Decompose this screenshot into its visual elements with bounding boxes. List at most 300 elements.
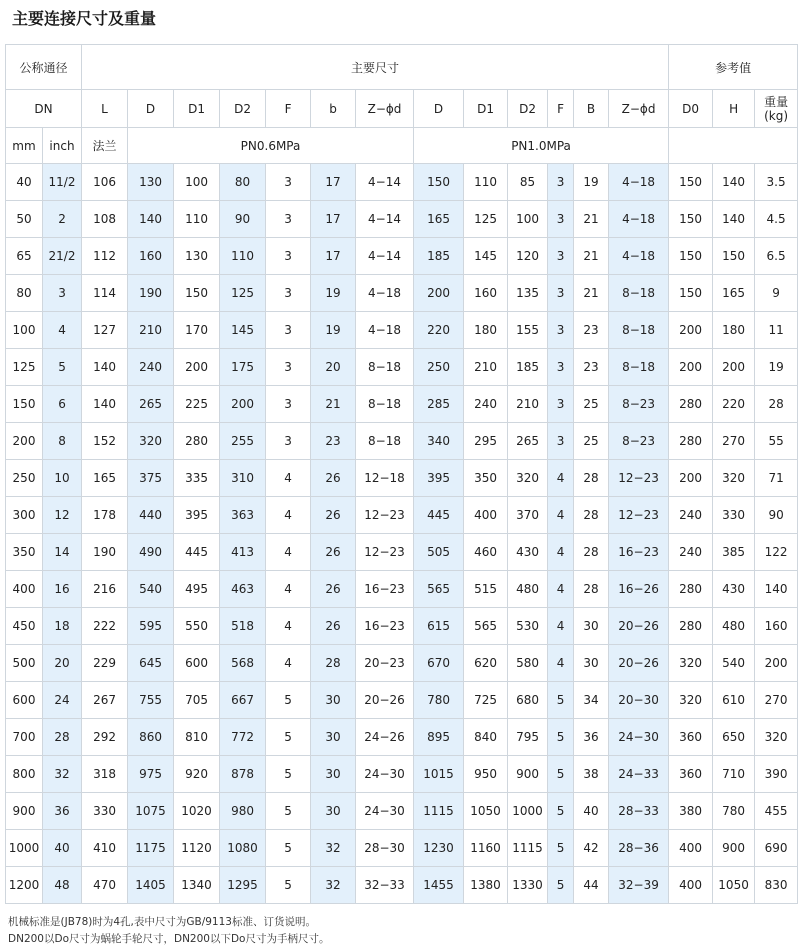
table-row (6, 386, 798, 423)
header-col: D (414, 90, 464, 128)
table-cell: 1075 (128, 793, 174, 830)
table-cell: 120 (508, 238, 548, 275)
table-cell: 30 (311, 719, 356, 756)
table-cell: 4−18 (356, 312, 414, 349)
table-row (6, 423, 798, 460)
table-cell: 580 (508, 645, 548, 682)
header-inch: inch (43, 128, 82, 164)
table-cell: 620 (464, 645, 508, 682)
table-cell: 32−33 (356, 867, 414, 904)
table-cell: 460 (464, 534, 508, 571)
table-cell: 21/2 (43, 238, 82, 275)
table-cell: 900 (713, 830, 755, 867)
table-cell: 106 (82, 164, 128, 201)
table-cell: 840 (464, 719, 508, 756)
table-cell: 140 (713, 201, 755, 238)
table-cell: 32 (43, 756, 82, 793)
table-cell: 340 (414, 423, 464, 460)
header-weight: 重量 (kg) (755, 90, 798, 128)
table-cell: 5 (548, 719, 574, 756)
table-cell: 30 (574, 608, 609, 645)
table-cell: 5 (548, 756, 574, 793)
table-cell: 270 (755, 682, 798, 719)
table-cell: 28 (43, 719, 82, 756)
table-cell: 440 (128, 497, 174, 534)
table-cell: 445 (174, 534, 220, 571)
table-cell: 100 (508, 201, 548, 238)
table-cell: 145 (464, 238, 508, 275)
table-cell: 395 (414, 460, 464, 497)
table-cell: 5 (266, 719, 311, 756)
table-cell: 360 (669, 756, 713, 793)
table-row (6, 682, 798, 719)
table-cell: 280 (669, 423, 713, 460)
table-cell: 320 (713, 460, 755, 497)
table-cell: 1115 (414, 793, 464, 830)
table-cell: 265 (508, 423, 548, 460)
table-cell: 480 (713, 608, 755, 645)
table-cell: 380 (669, 793, 713, 830)
table-cell: 90 (755, 497, 798, 534)
header-col: D1 (174, 90, 220, 128)
table-cell: 1080 (220, 830, 266, 867)
table-cell: 4 (548, 645, 574, 682)
table-row (6, 534, 798, 571)
table-cell: 295 (464, 423, 508, 460)
table-cell: 220 (713, 386, 755, 423)
header-pn10: PN1.0MPa (414, 128, 669, 164)
table-row (6, 645, 798, 682)
table-cell: 32 (311, 867, 356, 904)
table-cell: 140 (82, 349, 128, 386)
table-cell: 455 (755, 793, 798, 830)
table-cell: 150 (414, 164, 464, 201)
table-cell: 500 (6, 645, 43, 682)
table-cell: 300 (6, 497, 43, 534)
table-cell: 28 (574, 571, 609, 608)
table-cell: 34 (574, 682, 609, 719)
header-dn: DN (6, 90, 82, 128)
table-cell: 600 (174, 645, 220, 682)
table-cell: 16−26 (609, 571, 669, 608)
table-cell: 463 (220, 571, 266, 608)
table-cell: 4 (266, 571, 311, 608)
table-cell: 127 (82, 312, 128, 349)
table-cell: 180 (713, 312, 755, 349)
table-cell: 225 (174, 386, 220, 423)
table-cell: 17 (311, 164, 356, 201)
table-cell: 122 (755, 534, 798, 571)
table-cell: 680 (508, 682, 548, 719)
table-cell: 565 (464, 608, 508, 645)
table-cell: 1200 (6, 867, 43, 904)
table-cell: 12−23 (356, 534, 414, 571)
table-cell: 8 (43, 423, 82, 460)
table-cell: 28 (574, 497, 609, 534)
table-cell: 780 (713, 793, 755, 830)
table-cell: 130 (128, 164, 174, 201)
header-col: Z−ϕd (609, 90, 669, 128)
table-cell: 310 (220, 460, 266, 497)
table-cell: 267 (82, 682, 128, 719)
table-cell: 725 (464, 682, 508, 719)
table-cell: 19 (574, 164, 609, 201)
header-reference-values: 参考值 (669, 45, 798, 90)
table-cell: 800 (6, 756, 43, 793)
table-cell: 24−30 (609, 719, 669, 756)
table-cell: 1115 (508, 830, 548, 867)
header-col: D2 (220, 90, 266, 128)
table-row (6, 608, 798, 645)
table-cell: 285 (414, 386, 464, 423)
table-cell: 1050 (464, 793, 508, 830)
table-cell: 216 (82, 571, 128, 608)
table-cell: 200 (755, 645, 798, 682)
table-cell: 670 (414, 645, 464, 682)
table-row (6, 164, 798, 201)
table-cell: 12−23 (609, 460, 669, 497)
table-cell: 175 (220, 349, 266, 386)
table-cell: 90 (220, 201, 266, 238)
table-cell: 21 (574, 238, 609, 275)
table-row (6, 349, 798, 386)
table-cell: 1405 (128, 867, 174, 904)
table-cell: 8−18 (609, 312, 669, 349)
table-cell: 16 (43, 571, 82, 608)
table-cell: 950 (464, 756, 508, 793)
table-cell: 165 (713, 275, 755, 312)
table-cell: 28 (574, 460, 609, 497)
header-col: D0 (669, 90, 713, 128)
table-cell: 210 (508, 386, 548, 423)
table-cell: 430 (713, 571, 755, 608)
table-cell: 140 (128, 201, 174, 238)
table-row (6, 312, 798, 349)
table-cell: 400 (669, 830, 713, 867)
table-cell: 16−23 (609, 534, 669, 571)
table-cell: 700 (6, 719, 43, 756)
table-cell: 20−26 (609, 608, 669, 645)
table-cell: 565 (414, 571, 464, 608)
table-cell: 210 (464, 349, 508, 386)
table-cell: 530 (508, 608, 548, 645)
table-cell: 363 (220, 497, 266, 534)
table-cell: 50 (6, 201, 43, 238)
table-cell: 24−33 (609, 756, 669, 793)
table-cell: 125 (464, 201, 508, 238)
table-cell: 110 (174, 201, 220, 238)
table-cell: 430 (508, 534, 548, 571)
table-cell: 518 (220, 608, 266, 645)
table-cell: 1295 (220, 867, 266, 904)
header-mm: mm (6, 128, 43, 164)
table-cell: 26 (311, 497, 356, 534)
table-cell: 280 (669, 608, 713, 645)
table-cell: 21 (311, 386, 356, 423)
table-row (6, 719, 798, 756)
table-cell: 3 (266, 201, 311, 238)
table-cell: 30 (311, 756, 356, 793)
table-cell: 250 (6, 460, 43, 497)
table-cell: 30 (311, 682, 356, 719)
table-cell: 185 (508, 349, 548, 386)
table-cell: 830 (755, 867, 798, 904)
header-col: D (128, 90, 174, 128)
table-cell: 8−23 (609, 423, 669, 460)
table-cell: 480 (508, 571, 548, 608)
page-title: 主要连接尺寸及重量 (12, 9, 157, 28)
table-cell: 200 (713, 349, 755, 386)
table-cell: 32−39 (609, 867, 669, 904)
table-cell: 4 (43, 312, 82, 349)
table-cell: 180 (464, 312, 508, 349)
table-cell: 3 (266, 386, 311, 423)
table-cell: 38 (574, 756, 609, 793)
table-cell: 85 (508, 164, 548, 201)
table-cell: 28 (311, 645, 356, 682)
table-cell: 5 (266, 682, 311, 719)
table-cell: 140 (82, 386, 128, 423)
table-cell: 250 (414, 349, 464, 386)
table-cell: 3 (266, 312, 311, 349)
table-cell: 26 (311, 534, 356, 571)
table-cell: 145 (220, 312, 266, 349)
table-cell: 160 (464, 275, 508, 312)
table-cell: 4 (548, 608, 574, 645)
table-cell: 19 (311, 312, 356, 349)
header-flange: 法兰 (82, 128, 128, 164)
table-cell: 110 (464, 164, 508, 201)
table-cell: 65 (6, 238, 43, 275)
table-cell: 350 (464, 460, 508, 497)
table-cell: 410 (82, 830, 128, 867)
table-cell: 705 (174, 682, 220, 719)
table-cell: 160 (128, 238, 174, 275)
table-cell: 780 (414, 682, 464, 719)
table-cell: 280 (174, 423, 220, 460)
table-cell: 17 (311, 201, 356, 238)
table-cell: 1330 (508, 867, 548, 904)
table-cell: 200 (669, 460, 713, 497)
table-cell: 20 (311, 349, 356, 386)
table-cell: 8−18 (609, 275, 669, 312)
table-cell: 1015 (414, 756, 464, 793)
header-pn06: PN0.6MPa (128, 128, 414, 164)
header-col: L (82, 90, 128, 128)
table-cell: 240 (464, 386, 508, 423)
table-cell: 200 (174, 349, 220, 386)
table-cell: 3 (548, 164, 574, 201)
table-cell: 8−18 (609, 349, 669, 386)
table-cell: 4 (548, 571, 574, 608)
table-cell: 100 (174, 164, 220, 201)
header-col: F (266, 90, 311, 128)
table-cell: 645 (128, 645, 174, 682)
table-cell: 160 (755, 608, 798, 645)
table-cell: 320 (508, 460, 548, 497)
table-cell: 4−18 (609, 164, 669, 201)
table-cell: 19 (755, 349, 798, 386)
table-cell: 667 (220, 682, 266, 719)
table-cell: 515 (464, 571, 508, 608)
footnote-2: DN200以Do尺寸为蜗轮手轮尺寸，DN200以下Do尺寸为手柄尺寸。 (8, 933, 330, 945)
table-cell: 16−23 (356, 608, 414, 645)
table-cell: 17 (311, 238, 356, 275)
table-cell: 3 (43, 275, 82, 312)
table-cell: 772 (220, 719, 266, 756)
table-cell: 360 (669, 719, 713, 756)
table-cell: 3 (548, 349, 574, 386)
table-cell: 19 (311, 275, 356, 312)
table-cell: 25 (574, 386, 609, 423)
table-cell: 4 (266, 608, 311, 645)
table-cell: 12−18 (356, 460, 414, 497)
table-cell: 4 (266, 534, 311, 571)
table-row (6, 867, 798, 904)
table-cell: 240 (669, 497, 713, 534)
table-cell: 3 (548, 386, 574, 423)
table-cell: 505 (414, 534, 464, 571)
table-cell: 255 (220, 423, 266, 460)
table-cell: 540 (128, 571, 174, 608)
table-row (6, 497, 798, 534)
table-cell: 1380 (464, 867, 508, 904)
table-cell: 152 (82, 423, 128, 460)
table-cell: 178 (82, 497, 128, 534)
table-cell: 222 (82, 608, 128, 645)
table-cell: 1160 (464, 830, 508, 867)
table-cell: 265 (128, 386, 174, 423)
table-cell: 12−23 (356, 497, 414, 534)
table-cell: 42 (574, 830, 609, 867)
table-cell: 900 (508, 756, 548, 793)
table-cell: 4−18 (356, 275, 414, 312)
table-cell: 170 (174, 312, 220, 349)
table-cell: 32 (311, 830, 356, 867)
table-cell: 320 (669, 645, 713, 682)
table-cell: 292 (82, 719, 128, 756)
table-cell: 150 (713, 238, 755, 275)
table-cell: 495 (174, 571, 220, 608)
table-cell: 155 (508, 312, 548, 349)
table-cell: 1340 (174, 867, 220, 904)
table-cell: 450 (6, 608, 43, 645)
table-cell: 490 (128, 534, 174, 571)
table-cell: 610 (713, 682, 755, 719)
table-cell: 320 (669, 682, 713, 719)
table-cell: 400 (669, 867, 713, 904)
table-cell: 320 (755, 719, 798, 756)
table-cell: 3 (548, 238, 574, 275)
table-cell: 3 (266, 164, 311, 201)
header-col: b (311, 90, 356, 128)
table-cell: 150 (669, 201, 713, 238)
table-cell: 3.5 (755, 164, 798, 201)
table-cell: 24−26 (356, 719, 414, 756)
header-nominal-diameter: 公称通径 (6, 45, 82, 90)
table-cell: 14 (43, 534, 82, 571)
table-cell: 190 (128, 275, 174, 312)
table-cell: 150 (669, 275, 713, 312)
table-row (6, 756, 798, 793)
table-cell: 4.5 (755, 201, 798, 238)
table-row (6, 571, 798, 608)
table-cell: 3 (548, 201, 574, 238)
table-cell: 1455 (414, 867, 464, 904)
header-col: Z−ϕd (356, 90, 414, 128)
table-cell: 320 (128, 423, 174, 460)
table-cell: 108 (82, 201, 128, 238)
table-cell: 26 (311, 608, 356, 645)
table-cell: 615 (414, 608, 464, 645)
table-cell: 270 (713, 423, 755, 460)
table-cell: 413 (220, 534, 266, 571)
table-cell: 895 (414, 719, 464, 756)
table-cell: 3 (548, 275, 574, 312)
table-cell: 4−18 (609, 201, 669, 238)
table-cell: 21 (574, 201, 609, 238)
table-cell: 3 (266, 349, 311, 386)
table-cell: 150 (174, 275, 220, 312)
table-cell: 8−18 (356, 349, 414, 386)
table-cell: 710 (713, 756, 755, 793)
table-cell: 24−30 (356, 793, 414, 830)
table-cell: 5 (266, 867, 311, 904)
table-cell: 540 (713, 645, 755, 682)
table-cell: 375 (128, 460, 174, 497)
table-cell: 3 (548, 423, 574, 460)
table-cell: 395 (174, 497, 220, 534)
table-cell: 130 (174, 238, 220, 275)
table-cell: 135 (508, 275, 548, 312)
table-cell: 28−30 (356, 830, 414, 867)
table-cell: 125 (220, 275, 266, 312)
table-cell: 30 (574, 645, 609, 682)
table-cell: 400 (464, 497, 508, 534)
table-cell: 9 (755, 275, 798, 312)
table-cell: 5 (266, 830, 311, 867)
table-cell: 55 (755, 423, 798, 460)
table-cell: 110 (220, 238, 266, 275)
table-cell: 8−23 (609, 386, 669, 423)
table-row (6, 238, 798, 275)
header-col: D1 (464, 90, 508, 128)
table-cell: 4 (266, 645, 311, 682)
table-cell: 12 (43, 497, 82, 534)
table-cell: 150 (669, 164, 713, 201)
table-cell: 40 (6, 164, 43, 201)
table-cell: 385 (713, 534, 755, 571)
table-cell: 80 (220, 164, 266, 201)
table-cell: 280 (669, 571, 713, 608)
table-cell: 5 (266, 793, 311, 830)
table-cell: 4−14 (356, 164, 414, 201)
table-cell: 690 (755, 830, 798, 867)
table-cell: 3 (266, 238, 311, 275)
table-cell: 1050 (713, 867, 755, 904)
table-cell: 318 (82, 756, 128, 793)
table-cell: 650 (713, 719, 755, 756)
table-cell: 330 (82, 793, 128, 830)
table-cell: 150 (669, 238, 713, 275)
table-cell: 20 (43, 645, 82, 682)
table-cell: 900 (6, 793, 43, 830)
table-cell: 229 (82, 645, 128, 682)
table-cell: 125 (6, 349, 43, 386)
table-cell: 4 (548, 460, 574, 497)
table-cell: 220 (414, 312, 464, 349)
table-cell: 4−18 (609, 238, 669, 275)
